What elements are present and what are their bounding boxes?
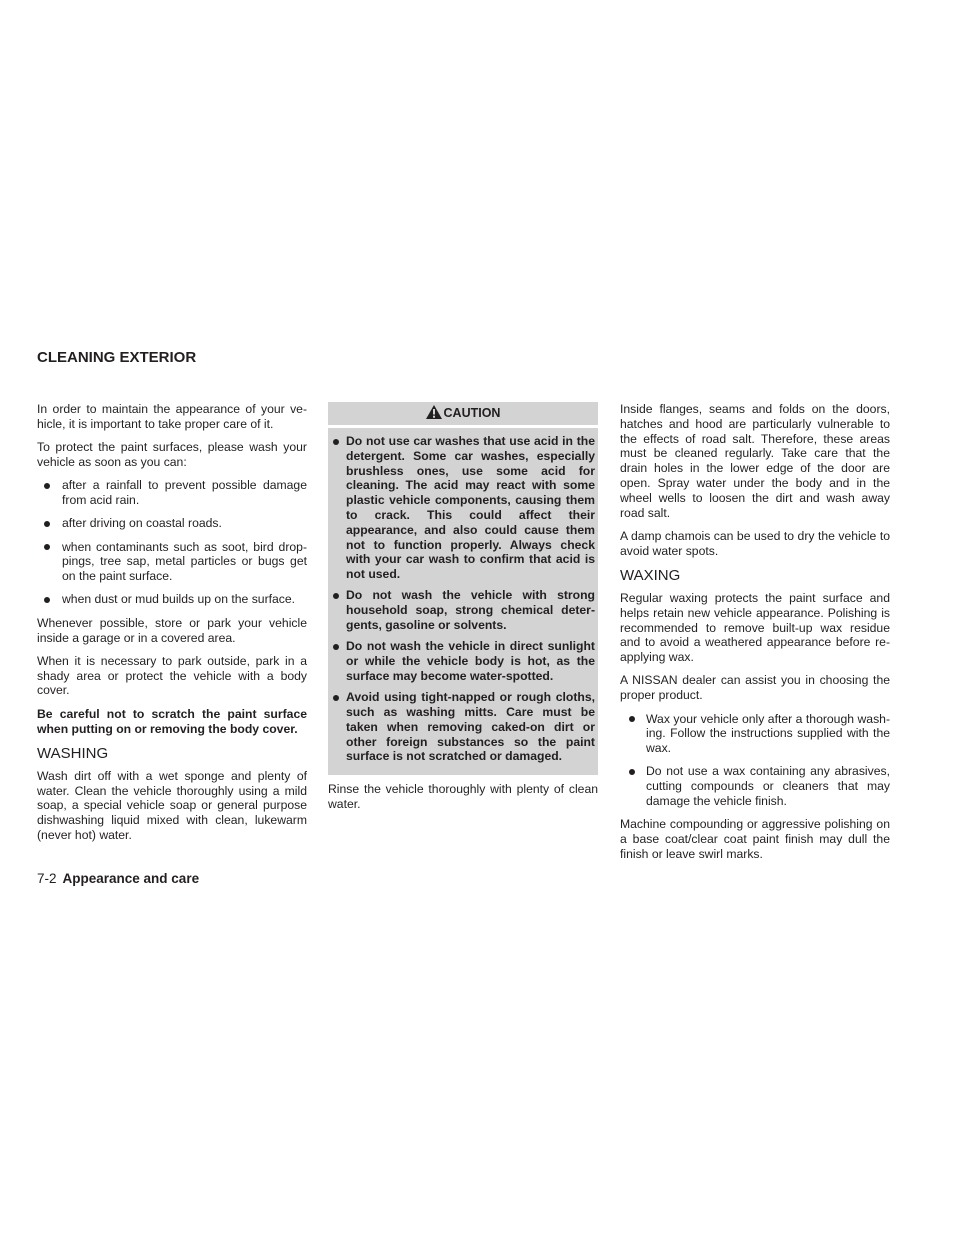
wax-list <box>620 712 890 809</box>
washing-heading: WASHING <box>37 744 109 762</box>
bullet-icon <box>44 544 50 550</box>
list-item: Avoid using tight-napped or rough cloths, such as washing mitts. Care must be taken when removing caked-on dirt or other foreign substances so the paint surface is not scratched or damaged. <box>331 690 595 764</box>
protect-paragraph: To protect the paint surfaces, please wash your vehicle as soon as you can: <box>37 440 307 469</box>
dealer-paragraph: A NISSAN dealer can assist you in choosing the proper product. <box>620 673 890 703</box>
bullet-icon <box>629 716 635 722</box>
list-item: after a rainfall to prevent possible damage from acid rain. <box>37 478 307 508</box>
waxing-paragraph: Regular waxing protects the paint surface and helps retain new vehicle appearance. Polishing is recommended to remove built-up wax residue and to avoid a weathered appearance before re-applying wax. <box>620 590 890 665</box>
list-item: when dust or mud builds up on the surface. <box>37 592 307 607</box>
wash-conditions-list <box>37 478 307 607</box>
rinse-paragraph: Rinse the vehicle thoroughly with plenty of clean water. <box>328 781 598 811</box>
section-title: CLEANING EXTERIOR <box>37 349 197 366</box>
warning-icon <box>426 404 442 427</box>
bullet-icon <box>629 769 635 775</box>
left-column <box>37 402 307 851</box>
bullet-icon <box>333 644 339 650</box>
list-item: Do not wash the vehicle in direct sunlight or while the vehicle body is hot, as the surface may become water-spotted. <box>331 639 595 683</box>
page-footer <box>37 871 199 886</box>
caution-list <box>331 434 595 764</box>
chapter-title: Appearance and care <box>62 871 200 886</box>
bullet-icon <box>333 695 339 701</box>
bullet-icon <box>333 593 339 599</box>
list-item: Do not use a wax containing any abrasives, cutting compounds or cleaners that may damage the vehicle finish. <box>620 764 890 808</box>
washing-paragraph: Wash dirt off with a wet sponge and plenty of water. Clean the vehicle thoroughly using a mild soap, a special vehicle soap or general purpose dishwashing liquid mixed with clean, lukewarm (never hot) water. <box>37 768 307 843</box>
bullet-icon <box>44 521 50 527</box>
list-item: when contaminants such as soot, bird droppings, tree sap, metal particles or bugs get on the paint surface. <box>37 540 307 584</box>
list-item: after driving on coastal roads. <box>37 516 307 531</box>
caution-label: CAUTION <box>443 406 501 420</box>
polishing-paragraph: Machine compounding or aggressive polishing on a base coat/clear coat paint finish may dull the finish or leave swirl marks. <box>620 817 890 861</box>
list-item: Do not use car washes that use acid in the detergent. Some car washes, especially brushless ones, use some acid for cleaning. The acid may react with some plastic vehicle components, causing them to crack. This could affect their appearance, and also could cause them not to function properly. Always check with your car wash to confirm that acid is not used. <box>331 434 595 582</box>
right-column <box>620 402 890 870</box>
waxing-heading: WAXING <box>620 566 681 584</box>
middle-column <box>328 402 598 820</box>
flanges-paragraph: Inside flanges, seams and folds on the doors, hatches and hood are particularly vulnerable to the effects of road salt. Therefore, these areas must be cleaned regularly. Take care that the drain holes in the lower edge of the door are open. Spray water under the body and in the wheel wells to loosen the dirt and wash away road salt. <box>620 402 890 520</box>
chamois-paragraph: A damp chamois can be used to dry the vehicle to avoid water spots. <box>620 528 890 558</box>
caution-header <box>328 402 598 428</box>
list-item: Wax your vehicle only after a thorough washing. Follow the instructions supplied with the wax. <box>620 712 890 756</box>
park-paragraph: When it is necessary to park outside, park in a shady area or protect the vehicle with a body cover. <box>37 653 307 698</box>
caution-box <box>328 402 598 775</box>
bullet-icon <box>333 439 339 445</box>
page-number: 7-2 <box>37 871 57 886</box>
store-paragraph: Whenever possible, store or park your vehicle inside a garage or in a covered area. <box>37 615 307 645</box>
intro-paragraph: In order to maintain the appearance of your vehicle, it is important to take proper care of it. <box>37 402 307 431</box>
bullet-icon <box>44 483 50 489</box>
bullet-icon <box>44 597 50 603</box>
list-item: Do not wash the vehicle with strong household soap, strong chemical detergents, gasoline or solvents. <box>331 588 595 632</box>
scratch-warning: Be careful not to scratch the paint surface when putting on or removing the body cover. <box>37 706 307 736</box>
